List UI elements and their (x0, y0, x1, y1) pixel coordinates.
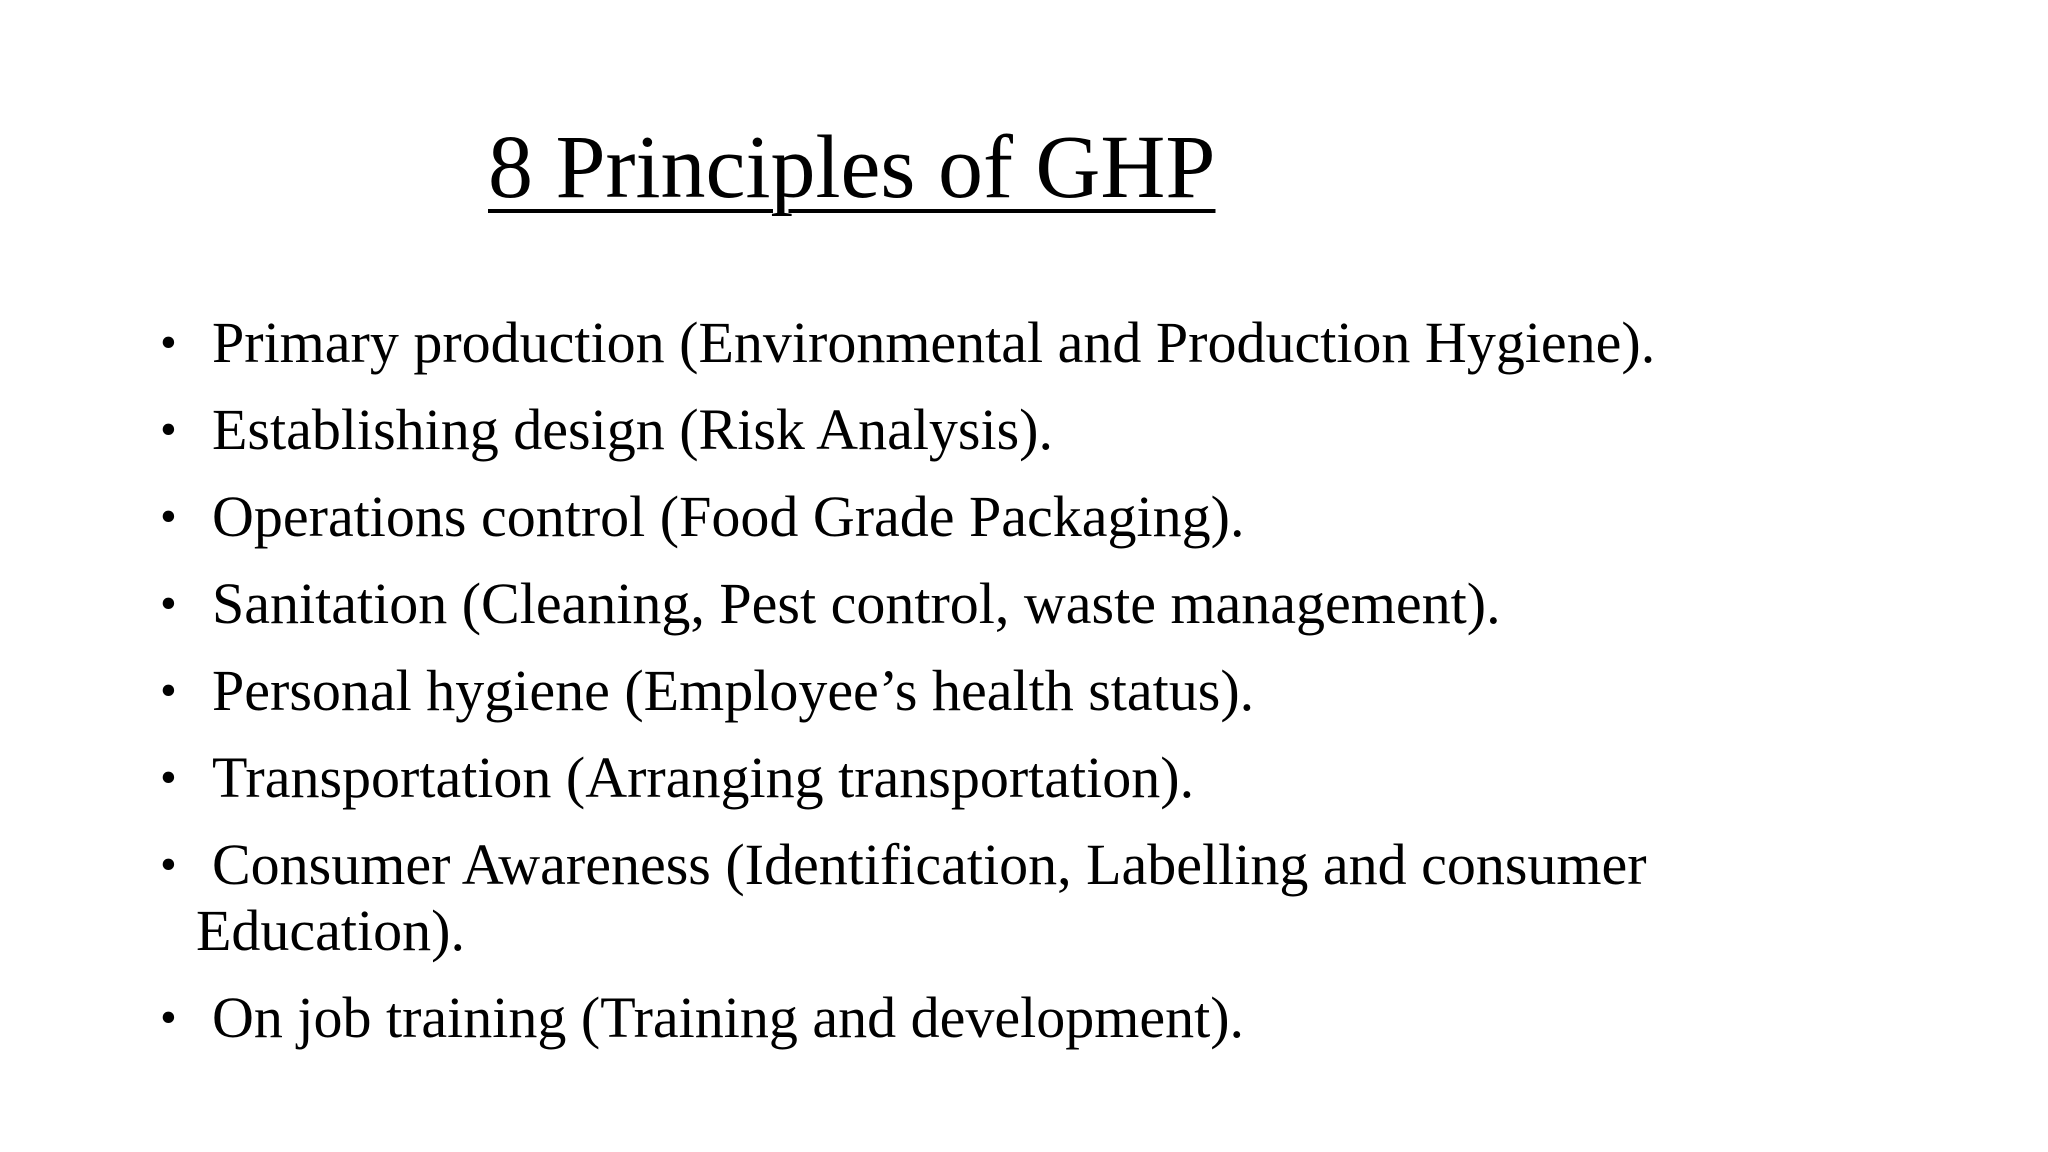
bullet-icon: • (160, 991, 177, 1044)
bullet-icon: • (160, 403, 177, 456)
bullet-icon: • (160, 664, 177, 717)
list-item-text: Establishing design (Risk Analysis). (212, 397, 1053, 462)
list-item-text: Consumer Awareness (Identification, Labelling and consumer (212, 832, 1647, 897)
bullet-icon: • (160, 838, 177, 891)
list-item-text: Sanitation (Cleaning, Pest control, waste management). (212, 571, 1501, 636)
list-item (160, 745, 1920, 811)
principles-list (160, 310, 1920, 1072)
list-item-text: Primary production (Environmental and Production Hygiene). (212, 310, 1656, 375)
list-item (160, 484, 1920, 550)
list-item (160, 658, 1920, 724)
list-item-text: Personal hygiene (Employee’s health status). (212, 658, 1255, 723)
bullet-icon: • (160, 490, 177, 543)
list-item-text: Transportation (Arranging transportation). (212, 745, 1195, 810)
list-item-text: On job training (Training and development). (212, 985, 1245, 1050)
slide-title: 8 Principles of GHP (488, 118, 1216, 217)
list-item (160, 571, 1920, 637)
list-item (160, 985, 1920, 1051)
list-item (160, 310, 1920, 376)
bullet-icon: • (160, 316, 177, 369)
list-item-text-continued: Education). (196, 898, 465, 963)
bullet-icon: • (160, 577, 177, 630)
bullet-icon: • (160, 751, 177, 804)
list-item (160, 832, 1920, 964)
list-item (160, 397, 1920, 463)
list-item-text: Operations control (Food Grade Packaging). (212, 484, 1245, 549)
